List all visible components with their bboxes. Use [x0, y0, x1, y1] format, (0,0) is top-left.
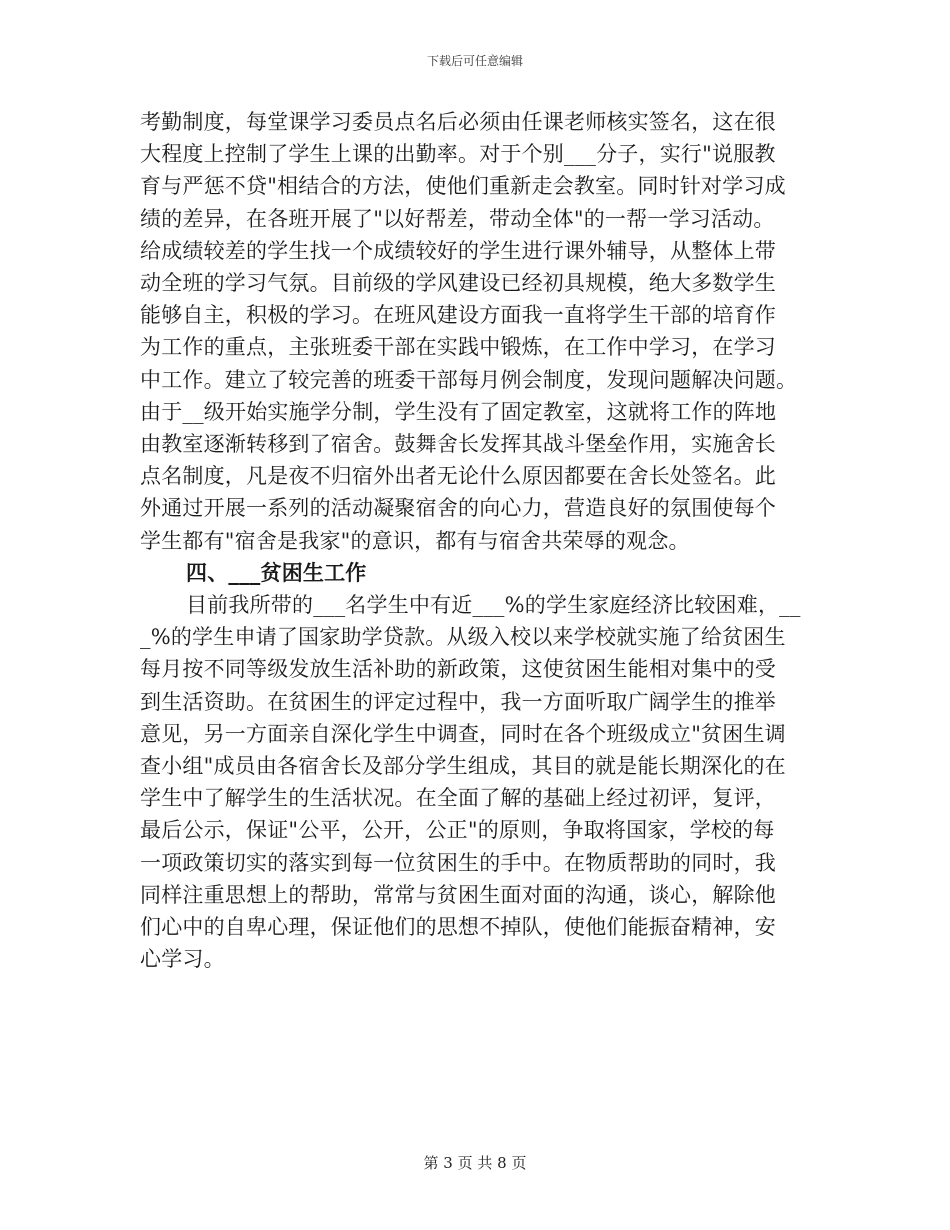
body-line: 意见，另一方面亲自深化学生中调查，同时在各个班级成立"贫困生调 [140, 721, 786, 746]
body-line: 中工作。建立了较完善的班委干部每月例会制度，发现问题解决问题。 [140, 367, 798, 392]
body-line: 考勤制度，每堂课学习委员点名后必须由任课老师核实签名，这在很 [140, 110, 776, 134]
body-line: 一项政策切实的落实到每一位贫困生的手中。在物质帮助的同时，我 [140, 850, 776, 875]
body-line: 同样注重思想上的帮助，常常与贫困生面对面的沟通，谈心，解除他 [140, 882, 776, 907]
document-body [140, 106, 820, 975]
body-line: 给成绩较差的学生找一个成绩较好的学生进行课外辅导，从整体上带 [140, 238, 776, 263]
body-line: 点名制度，凡是夜不归宿外出者无论什么原因都要在舍长处签名。此 [140, 464, 776, 489]
body-line: 每月按不同等级发放生活补助的新政策，这使贫困生能相对集中的受 [140, 657, 776, 682]
section-heading: 四、___贫困生工作 [186, 559, 367, 585]
body-line: 外通过开展一系列的活动凝聚宿舍的向心力，营造良好的氛围使每个 [140, 496, 776, 521]
body-line: 由于__级开始实施学分制，学生没有了固定教室，这就将工作的阵地 [140, 399, 777, 424]
body-line: 学生中了解学生的生活状况。在全面了解的基础上经过初评，复评， [140, 786, 776, 811]
page-footer: 第 3 页 共 8 页 [423, 1154, 527, 1172]
body-line: 心学习。 [140, 947, 225, 972]
body-line: 绩的差异，在各班开展了"以好帮差，带动全体"的一帮一学习活动。 [140, 206, 775, 231]
body-line: 最后公示，保证"公平，公开，公正"的原则，争取将国家，学校的每 [140, 818, 775, 843]
body-line: 大程度上控制了学生上课的出勤率。对于个别___分子，实行"说服教 [140, 142, 776, 167]
body-line: 目前我所带的___名学生中有近___%的学生家庭经济比较困难，__ [186, 593, 801, 618]
body-line: 动全班的学习气氛。目前级的学风建设已经初具规模，绝大多数学生 [140, 271, 776, 296]
body-line: 育与严惩不贷"相结合的方法，使他们重新走会教室。同时针对学习成 [140, 174, 786, 199]
body-line: 查小组"成员由各宿舍长及部分学生组成，其目的就是能长期深化的在 [140, 754, 786, 779]
body-line: 到生活资助。在贫困生的评定过程中，我一方面听取广阔学生的推举 [140, 689, 776, 714]
body-line: 为工作的重点，主张班委干部在实践中锻炼，在工作中学习，在学习 [140, 335, 776, 360]
body-line: _%的学生申请了国家助学贷款。从级入校以来学校就实施了给贫困生 [140, 625, 786, 650]
body-line: 们心中的自卑心理，保证他们的思想不掉队，使他们能振奋精神，安 [140, 915, 776, 940]
body-line: 由教室逐渐转移到了宿舍。鼓舞舍长发挥其战斗堡垒作用，实施舍长 [140, 432, 776, 457]
body-line: 学生都有"宿舍是我家"的意识，都有与宿舍共荣辱的观念。 [140, 528, 690, 553]
page-header: 下载后可任意编辑 [426, 54, 523, 68]
body-line: 能够自主，积极的学习。在班风建设方面我一直将学生干部的培育作 [140, 303, 776, 328]
